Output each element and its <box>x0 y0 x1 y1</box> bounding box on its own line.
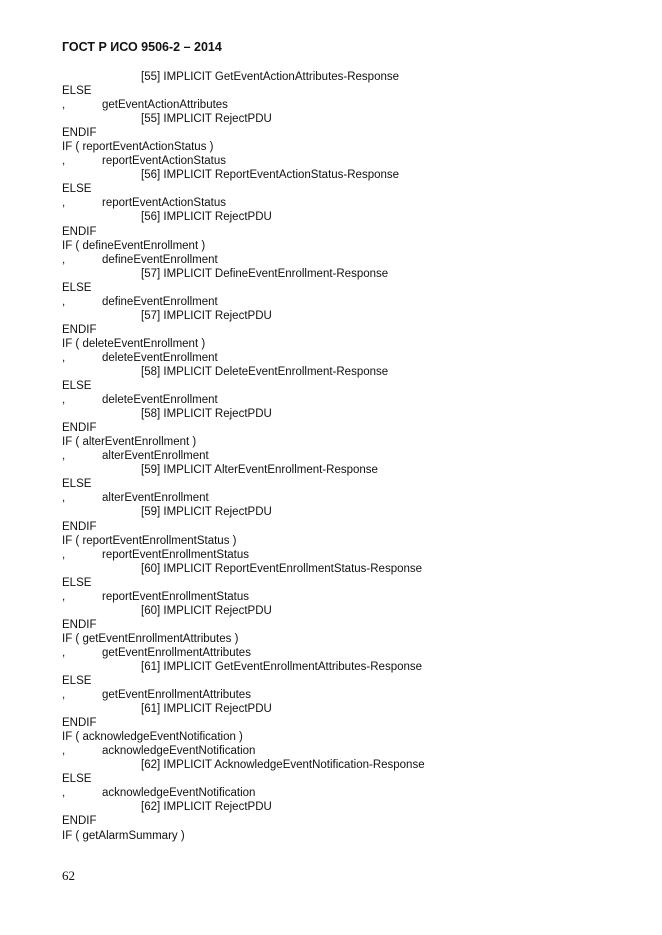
code-line-text: ENDIF <box>62 225 97 238</box>
code-line <box>62 182 425 196</box>
code-line-text: ENDIF <box>62 618 97 631</box>
code-line <box>62 196 425 210</box>
code-line <box>62 421 425 435</box>
code-line <box>62 758 425 772</box>
code-line-text: alterEventEnrollment <box>102 492 209 505</box>
code-line <box>62 84 425 98</box>
code-line <box>62 295 425 309</box>
code-line <box>62 534 425 548</box>
comma-separator: , <box>62 155 66 168</box>
code-line-text: getEventActionAttributes <box>102 99 228 112</box>
code-line-text: ENDIF <box>62 127 97 140</box>
comma-separator: , <box>62 745 66 758</box>
code-line-text: IF ( acknowledgeEventNotification ) <box>62 731 243 744</box>
comma-separator: , <box>62 253 66 266</box>
code-line-text: [58] IMPLICIT RejectPDU <box>141 408 272 421</box>
code-line-text: [60] IMPLICIT RejectPDU <box>141 604 272 617</box>
code-line-text: ELSE <box>62 576 92 589</box>
code-line-text: getEventEnrollmentAttributes <box>102 646 251 659</box>
code-line-text: ELSE <box>62 281 92 294</box>
code-line <box>62 702 425 716</box>
code-line-text: [55] IMPLICIT GetEventActionAttributes-Response <box>141 71 400 83</box>
code-line <box>62 477 425 491</box>
code-line <box>62 772 425 786</box>
code-line-text: defineEventEnrollment <box>102 295 218 308</box>
code-line <box>62 814 425 828</box>
code-line-text: [61] IMPLICIT RejectPDU <box>141 703 272 716</box>
comma-separator: , <box>62 492 66 505</box>
code-line <box>62 491 425 505</box>
code-line <box>62 407 425 421</box>
code-line <box>62 351 425 365</box>
code-line <box>62 140 425 154</box>
code-line <box>62 210 425 224</box>
code-line <box>62 225 425 239</box>
code-line <box>62 786 425 800</box>
standard-title: ГОСТ Р ИСО 9506-2 – 2014 <box>62 40 222 54</box>
code-line-text: [62] IMPLICIT AcknowledgeEventNotification-Response <box>141 759 425 772</box>
comma-separator: , <box>62 646 66 659</box>
code-line-text: [57] IMPLICIT RejectPDU <box>141 309 272 322</box>
code-line <box>62 548 425 562</box>
code-line-text: IF ( reportEventEnrollmentStatus ) <box>62 534 237 547</box>
code-line-text: reportEventEnrollmentStatus <box>102 590 250 603</box>
document-header <box>62 40 222 55</box>
comma-separator: , <box>62 295 66 308</box>
code-line <box>62 730 425 744</box>
code-line-text: IF ( defineEventEnrollment ) <box>62 239 206 252</box>
code-line-text: ELSE <box>62 380 92 393</box>
code-line-text: acknowledgeEventNotification <box>102 787 256 800</box>
code-line <box>62 800 425 814</box>
code-line <box>62 520 425 534</box>
code-line <box>62 463 425 477</box>
code-line-text: [55] IMPLICIT RejectPDU <box>141 113 272 126</box>
code-line <box>62 562 425 576</box>
comma-separator: , <box>62 689 66 702</box>
code-line <box>62 716 425 730</box>
code-line-text: ELSE <box>62 85 92 98</box>
comma-separator: , <box>62 99 66 112</box>
code-line-text: getEventEnrollmentAttributes <box>102 689 251 702</box>
code-line-text: [61] IMPLICIT GetEventEnrollmentAttributes-Response <box>141 660 423 673</box>
code-line-text: [59] IMPLICIT AlterEventEnrollment-Response <box>141 464 378 477</box>
code-line-text: ELSE <box>62 773 92 786</box>
comma-separator: , <box>62 197 66 210</box>
code-line <box>62 674 425 688</box>
page-number: 62 <box>62 868 75 883</box>
code-line-text: [58] IMPLICIT DeleteEventEnrollment-Response <box>141 365 389 378</box>
code-line <box>62 168 425 182</box>
code-line <box>62 744 425 758</box>
code-line <box>62 323 425 337</box>
code-line <box>62 435 425 449</box>
code-line <box>62 365 425 379</box>
code-line-text: defineEventEnrollment <box>102 253 218 266</box>
code-line-text: IF ( deleteEventEnrollment ) <box>62 337 206 350</box>
code-line-text: [62] IMPLICIT RejectPDU <box>141 801 272 814</box>
code-line-text: reportEventEnrollmentStatus <box>102 548 250 561</box>
code-line <box>62 660 425 674</box>
code-line <box>62 393 425 407</box>
code-line-text: ELSE <box>62 478 92 491</box>
code-line <box>62 126 425 140</box>
code-line-text: [57] IMPLICIT DefineEventEnrollment-Response <box>141 267 389 280</box>
code-line <box>62 253 425 267</box>
code-line-text: IF ( getAlarmSummary ) <box>62 829 185 842</box>
code-line-text: ELSE <box>62 675 92 688</box>
code-line-text: [59] IMPLICIT RejectPDU <box>141 506 272 519</box>
comma-separator: , <box>62 351 66 364</box>
code-line <box>62 449 425 463</box>
code-line-text: reportEventActionStatus <box>102 197 227 210</box>
code-line <box>62 618 425 632</box>
code-line <box>62 646 425 660</box>
code-line <box>62 239 425 253</box>
code-line <box>62 379 425 393</box>
code-line-text: ENDIF <box>62 422 97 435</box>
code-line-text: [60] IMPLICIT ReportEventEnrollmentStatus-Response <box>141 562 423 575</box>
code-line <box>62 70 425 84</box>
code-line <box>62 505 425 519</box>
code-line-text: deleteEventEnrollment <box>102 351 218 364</box>
code-line-text: ENDIF <box>62 815 97 828</box>
code-line-text: ENDIF <box>62 323 97 336</box>
code-line-text: ENDIF <box>62 520 97 533</box>
comma-separator: , <box>62 394 66 407</box>
asn1-code-block <box>62 70 425 843</box>
code-line-text: IF ( reportEventActionStatus ) <box>62 141 214 154</box>
comma-separator: , <box>62 590 66 603</box>
code-line-text: deleteEventEnrollment <box>102 394 218 407</box>
code-line-text: IF ( alterEventEnrollment ) <box>62 436 197 449</box>
code-line-text: acknowledgeEventNotification <box>102 745 256 758</box>
code-line <box>62 112 425 126</box>
code-line-text: [56] IMPLICIT RejectPDU <box>141 211 272 224</box>
code-line-text: ELSE <box>62 183 92 196</box>
code-line <box>62 281 425 295</box>
comma-separator: , <box>62 787 66 800</box>
code-line <box>62 337 425 351</box>
code-line <box>62 604 425 618</box>
code-line <box>62 154 425 168</box>
code-line <box>62 829 425 843</box>
code-line <box>62 98 425 112</box>
code-line-text: reportEventActionStatus <box>102 155 227 168</box>
code-line-text: alterEventEnrollment <box>102 450 209 463</box>
code-line-text: ENDIF <box>62 717 97 730</box>
code-line <box>62 590 425 604</box>
code-line <box>62 576 425 590</box>
code-line <box>62 267 425 281</box>
code-line <box>62 309 425 323</box>
comma-separator: , <box>62 450 66 463</box>
code-line-text: IF ( getEventEnrollmentAttributes ) <box>62 632 239 645</box>
comma-separator: , <box>62 548 66 561</box>
code-line-text: [56] IMPLICIT ReportEventActionStatus-Response <box>141 169 400 182</box>
code-line <box>62 688 425 702</box>
code-line <box>62 632 425 646</box>
